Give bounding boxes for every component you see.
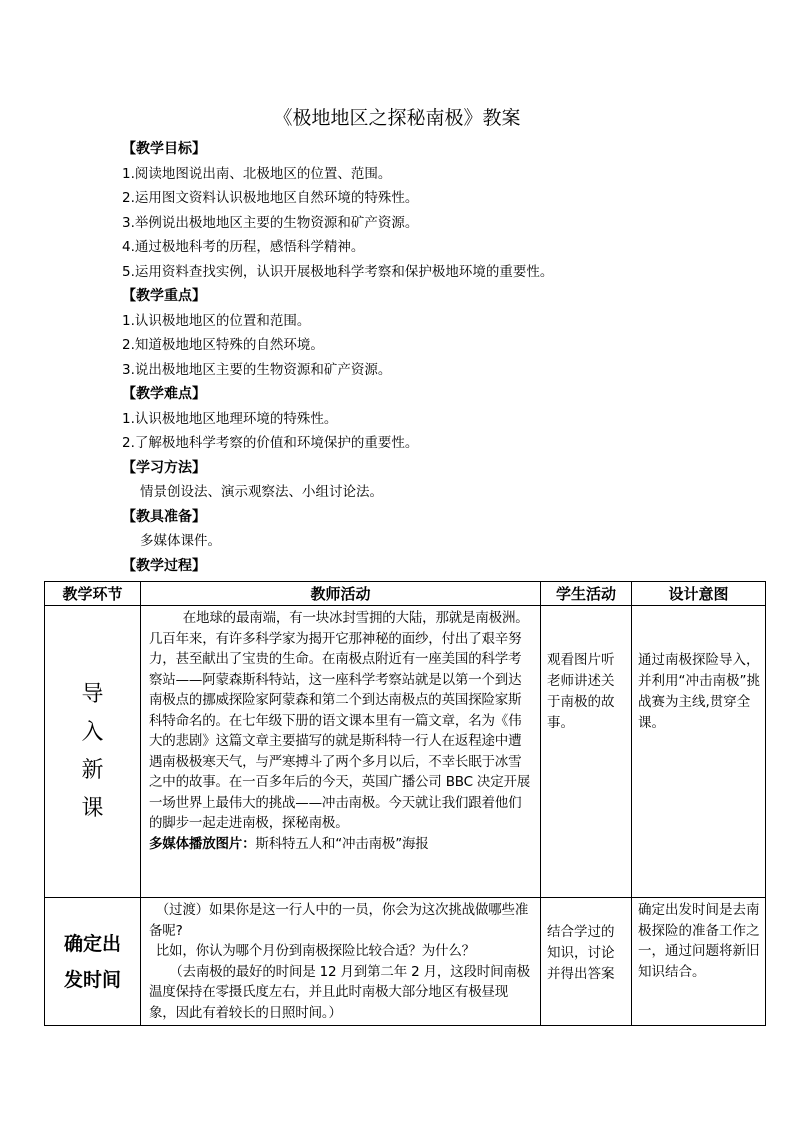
teacher-media-line [149, 834, 534, 855]
methods-text: 情景创设法、演示观察法、小组讨论法。 [140, 484, 383, 500]
key-point-item: 1.认识极地地区的位置和范围。 [122, 312, 311, 329]
stage-char: 新 [81, 757, 104, 783]
student-activity-cell: 观看图片听老师讲述关于南极的故事。 [541, 606, 632, 898]
process-heading: 【教学过程】 [122, 557, 206, 574]
materials-text: 多媒体课件。 [140, 533, 221, 549]
table-row [45, 898, 766, 1026]
design-intent-cell: 确定出发时间是去南极探险的准备工作之一，通过问题将新旧知识结合。 [632, 898, 766, 1026]
teacher-activity-text: 在地球的最南端，有一块冰封雪拥的大陆，那就是南极洲。几百年来，有许多科学家为揭开它那神秘的面纱，付出了艰辛努力，甚至献出了宝贵的生命。在南极点附近有一座美国的科学考察站——阿蒙森斯科特站，这一座科学考察站就是以第一个到达南极点的挪威探险家阿蒙森和第二个到达南极点的英国探险家斯科特命名的。在七年级下册的语文课本里有一篇文章，名为《伟大的悲剧》这篇文章主要描写的就是斯科特一行人在返程途中遭遇南极极寒天气，与严寒搏斗了两个多月以后，不幸长眠于冰雪之中的故事。在一百多年后的今天，英国广播公司 BBC 决定开展一场世界上最伟大的挑战——冲击南极。今天就让我们跟着他们的脚步一起走进南极，探秘南极。 [149, 610, 531, 831]
stage-char: 入 [81, 719, 104, 745]
methods-heading: 【学习方法】 [122, 459, 206, 476]
teacher-activity-cell [141, 606, 541, 898]
objective-item: 2.运用图文资料认识极地地区自然环境的特殊性。 [122, 190, 419, 206]
key-points-heading: 【教学重点】 [122, 288, 206, 304]
stage-cell [45, 898, 141, 1026]
column-header: 教师活动 [141, 582, 541, 606]
stage-char: 课 [81, 795, 104, 821]
materials-heading: 【教具准备】 [122, 508, 206, 525]
difficulty-item: 1.认识极地地区地理环境的特殊性。 [122, 410, 338, 427]
column-header: 设计意图 [632, 582, 766, 606]
objectives-heading: 【教学目标】 [122, 141, 206, 157]
teacher-activity-cell [141, 898, 541, 1026]
stage-line: 确定出 [63, 932, 121, 955]
page-title: 《极地地区之探秘南极》教案 [273, 107, 521, 129]
stage-line: 发时间 [63, 968, 121, 991]
column-header: 教学环节 [45, 582, 141, 606]
teacher-activity-text: （去南极的最好的时间是 12 月到第二年 2 月，这段时间南极温度保持在零摄氏度左右，并且此时南极大部分地区有极昼现象，因此有着较长的日照时间。） [149, 963, 530, 1021]
teacher-activity-text: （过渡）如果你是这一行人中的一员，你会为这次挑战做哪些准备呢? [149, 902, 529, 939]
objective-item: 3.举例说出极地地区主要的生物资源和矿产资源。 [122, 214, 419, 231]
difficulty-item: 2.了解极地科学考察的价值和环境保护的重要性。 [122, 435, 419, 451]
design-intent-cell: 通过南极探险导入，并利用“冲击南极”挑战赛为主线,贯穿全课。 [632, 606, 766, 898]
objective-item: 1.阅读地图说出南、北极地区的位置、范围。 [122, 165, 392, 182]
teaching-objectives-section [122, 137, 682, 578]
table-row [45, 606, 766, 898]
teaching-process-table [44, 581, 766, 1026]
key-point-item: 2.知道极地地区特殊的自然环境。 [122, 337, 324, 353]
stage-cell [45, 606, 141, 898]
media-text: 斯科特五人和“冲击南极”海报 [255, 835, 429, 852]
objective-item: 4.通过极地科考的历程，感悟科学精神。 [122, 239, 365, 255]
difficulties-heading: 【教学难点】 [122, 386, 206, 402]
table-header-row [45, 582, 766, 606]
stage-char: 导 [81, 681, 104, 707]
column-header: 学生活动 [541, 582, 632, 606]
teacher-activity-text: 比如，你认为哪个月份到南极探险比较合适？为什么？ [155, 943, 475, 959]
objective-item: 5.运用资料查找实例，认识开展极地科学考察和保护极地环境的重要性。 [122, 263, 554, 280]
student-activity-cell: 结合学过的知识，讨论并得出答案 [541, 898, 632, 1026]
key-point-item: 3.说出极地地区主要的生物资源和矿产资源。 [122, 361, 392, 378]
media-label: 多媒体播放图片： [149, 835, 256, 852]
